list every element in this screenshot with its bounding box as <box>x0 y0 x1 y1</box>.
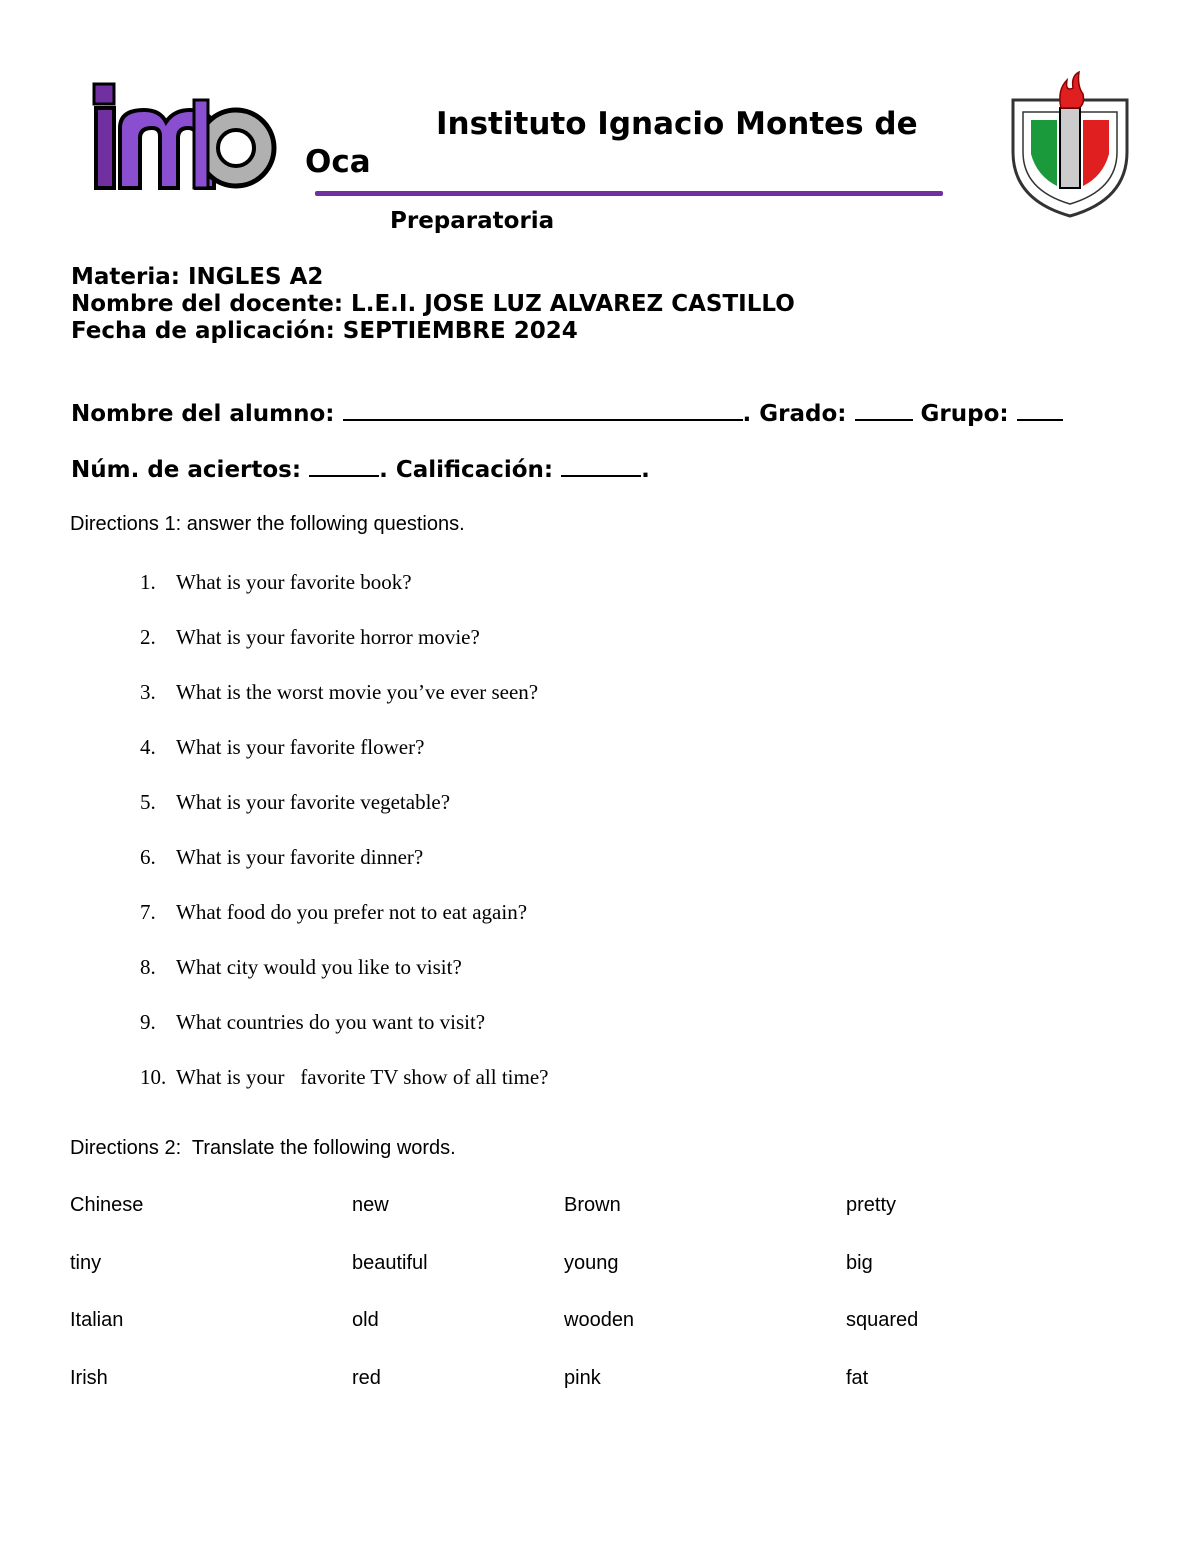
group-field[interactable] <box>1017 401 1063 421</box>
word-item: red <box>352 1367 381 1389</box>
word-item: fat <box>846 1367 869 1389</box>
school-seal <box>1005 68 1135 218</box>
question-item: 7. What food do you prefer not to eat again? <box>140 900 528 924</box>
word-item: tiny <box>70 1252 102 1274</box>
teacher-line: Nombre del docente: L.E.I. JOSE LUZ ALVAREZ CASTILLO <box>71 291 795 317</box>
score-row <box>71 457 650 483</box>
grade-label: . Grado: <box>742 401 847 427</box>
question-item: 4. What is your favorite flower? <box>140 735 425 759</box>
grade-field[interactable] <box>855 401 913 421</box>
subject-line: Materia: INGLES A2 <box>71 264 324 290</box>
correct-answers-label: Núm. de aciertos: <box>71 457 302 483</box>
student-name-label: Nombre del alumno: <box>71 401 335 427</box>
institute-name: Instituto Ignacio Montes de <box>436 106 918 142</box>
question-item: 3. What is the worst movie you’ve ever seen? <box>140 680 539 704</box>
directions-2: Directions 2: Translate the following words. <box>70 1137 456 1159</box>
question-item: 10. What is your favorite TV show of all time? <box>140 1065 549 1089</box>
group-label: Grupo: <box>920 401 1009 427</box>
date-line: Fecha de aplicación: SEPTIEMBRE 2024 <box>71 318 578 344</box>
question-item: 2. What is your favorite horror movie? <box>140 625 480 649</box>
question-item: 8. What city would you like to visit? <box>140 955 462 979</box>
question-item: 1. What is your favorite book? <box>140 570 412 594</box>
word-item: squared <box>846 1309 919 1331</box>
student-row <box>71 401 1063 427</box>
question-item: 5. What is your favorite vegetable? <box>140 790 451 814</box>
grade-score-field[interactable] <box>561 457 641 477</box>
question-item: 6. What is your favorite dinner? <box>140 845 424 869</box>
title-underline <box>315 191 943 196</box>
subtitle: Preparatoria <box>390 208 555 234</box>
word-item: Italian <box>70 1309 124 1331</box>
directions-1: Directions 1: answer the following questions. <box>70 513 465 535</box>
word-item: pretty <box>846 1194 897 1216</box>
word-item: pink <box>564 1367 601 1389</box>
word-item: new <box>352 1194 389 1216</box>
correct-answers-field[interactable] <box>309 457 379 477</box>
word-item: big <box>846 1252 873 1274</box>
word-item: Chinese <box>70 1194 144 1216</box>
institute-name-continued: Oca <box>305 144 371 180</box>
word-item: beautiful <box>352 1252 428 1274</box>
word-item: wooden <box>564 1309 635 1331</box>
grade-score-label: . Calificación: <box>379 457 554 483</box>
word-item: Irish <box>70 1367 108 1389</box>
end-dot: . <box>641 457 650 483</box>
school-logo <box>86 80 281 195</box>
student-name-field[interactable] <box>343 401 743 421</box>
question-item: 9. What countries do you want to visit? <box>140 1010 486 1034</box>
word-item: Brown <box>564 1194 621 1216</box>
word-item: old <box>352 1309 379 1331</box>
word-item: young <box>564 1252 619 1274</box>
